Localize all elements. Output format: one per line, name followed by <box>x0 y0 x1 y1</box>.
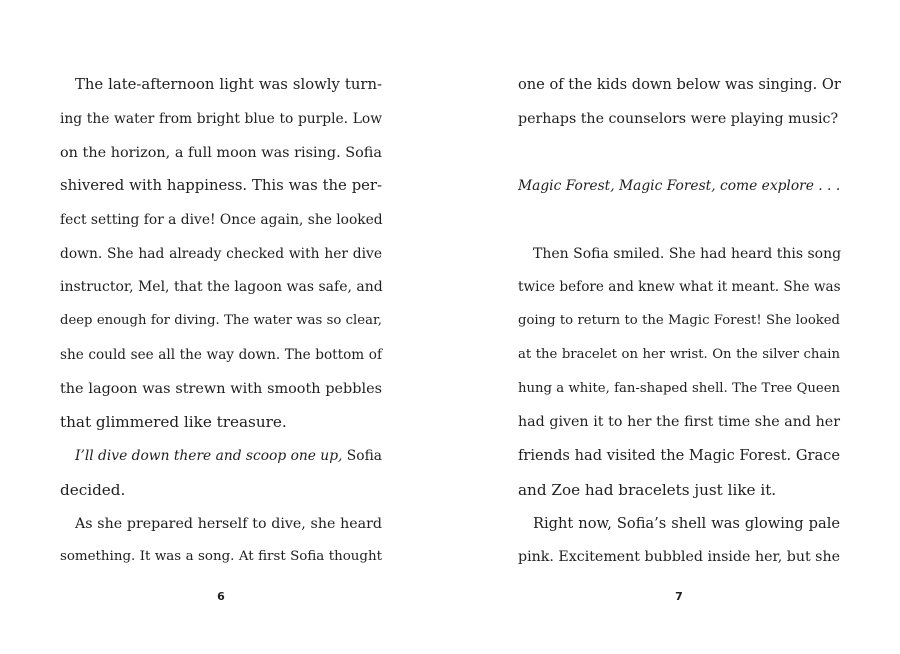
text-line: on the horizon, a full moon was rising. Sofia <box>60 145 382 161</box>
text-line: something. It was a song. At first Sofia thought <box>60 549 382 564</box>
text-line: Then Sofia smiled. She had heard this song <box>533 246 842 262</box>
song-lyric: Magic Forest, Magic Forest, come explore . . . <box>518 178 841 194</box>
text-line: at the bracelet on her wrist. On the silver chain <box>518 347 840 362</box>
text-line: As she prepared herself to dive, she heard <box>75 516 382 532</box>
text-line: hung a white, fan-shaped shell. The Tree Queen <box>518 381 840 396</box>
text-line: the lagoon was strewn with smooth pebbles <box>60 381 382 397</box>
text-line: ing the water from bright blue to purple. Low <box>60 111 382 127</box>
speaker-text: Sofia <box>342 448 382 464</box>
text-line-italic-thought <box>60 446 382 466</box>
text-line: deep enough for diving. The water was so clear, <box>60 313 382 328</box>
text-line: one of the kids down below was singing. Or <box>518 76 841 93</box>
text-line: she could see all the way down. The bottom of <box>60 347 382 363</box>
page-number-right: 7 <box>675 590 683 603</box>
text-line: down. She had already checked with her dive <box>60 246 382 262</box>
text-line: The late-afternoon light was slowly turn- <box>75 76 382 93</box>
text-line: and Zoe had bracelets just like it. <box>518 481 777 499</box>
right-page <box>518 0 840 654</box>
text-line: had given it to her the first time she and her <box>518 414 840 430</box>
text-line: going to return to the Magic Forest! She looked <box>518 313 840 328</box>
text-line: instructor, Mel, that the lagoon was safe, and <box>60 279 383 295</box>
text-line: pink. Excitement bubbled inside her, but she <box>518 549 840 565</box>
left-page <box>60 0 382 654</box>
italic-thought: I’ll dive down there and scoop one up, <box>75 448 343 464</box>
text-line: twice before and knew what it meant. She was <box>518 279 841 295</box>
text-line: perhaps the counselors were playing music? <box>518 111 839 127</box>
text-line: that glimmered like treasure. <box>60 413 287 431</box>
text-line: shivered with happiness. This was the per- <box>60 177 382 194</box>
text-line: decided. <box>60 481 126 499</box>
text-line: fect setting for a dive! Once again, she looked <box>60 212 383 228</box>
page-number-left: 6 <box>217 590 225 603</box>
text-line: friends had visited the Magic Forest. Grace <box>518 447 840 464</box>
text-line: Right now, Sofia’s shell was glowing pale <box>533 515 840 532</box>
